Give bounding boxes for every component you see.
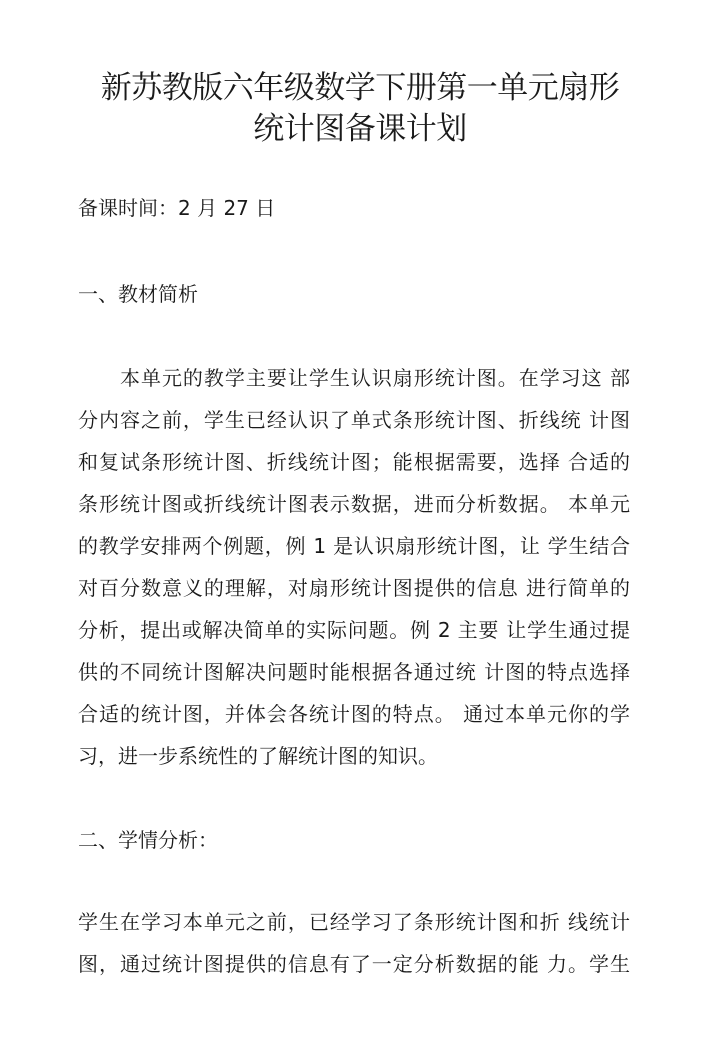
section-2-line: 学生在学习本单元之前，已经学习了条形统计图和折 线统计	[78, 910, 630, 934]
document-title-line-1: 新苏教版六年级数学下册第一单元扇形	[100, 70, 620, 106]
section-1-line: 供的不同统计图解决问题时能根据各通过统 计图的特点选择	[78, 660, 630, 684]
section-2-line: 图，通过统计图提供的信息有了一定分析数据的能 力。学生	[78, 952, 630, 976]
section-1-line: 分内容之前，学生已经认识了单式条形统计图、折线统 计图	[78, 408, 630, 432]
section-2-heading: 二、学情分析：	[78, 828, 218, 852]
section-1-line: 和复试条形统计图、折线统计图；能根据需要，选择 合适的	[78, 450, 630, 474]
document-title-line-2: 统计图备课计划	[253, 111, 467, 147]
section-1-line: 的教学安排两个例题，例 1 是认识扇形统计图，让 学生结合	[78, 534, 630, 558]
section-1-line: 本单元的教学主要让学生认识扇形统计图。在学习这 部	[78, 366, 630, 390]
section-1-line: 分析，提出或解决简单的实际问题。例 2 主要 让学生通过提	[78, 618, 630, 642]
section-1-line: 对百分数意义的理解，对扇形统计图提供的信息 进行简单的	[78, 576, 630, 600]
section-1-heading: 一、教材简析	[78, 282, 198, 306]
prep-time: 备课时间：2 月 27 日	[78, 196, 276, 220]
section-1-line: 习，进一步系统性的了解统计图的知识。	[78, 744, 438, 768]
section-1-line: 合适的统计图，并体会各统计图的特点。 通过本单元你的学	[78, 702, 630, 726]
section-1-line: 条形统计图或折线统计图表示数据，进而分析数据。 本单元	[78, 492, 630, 516]
